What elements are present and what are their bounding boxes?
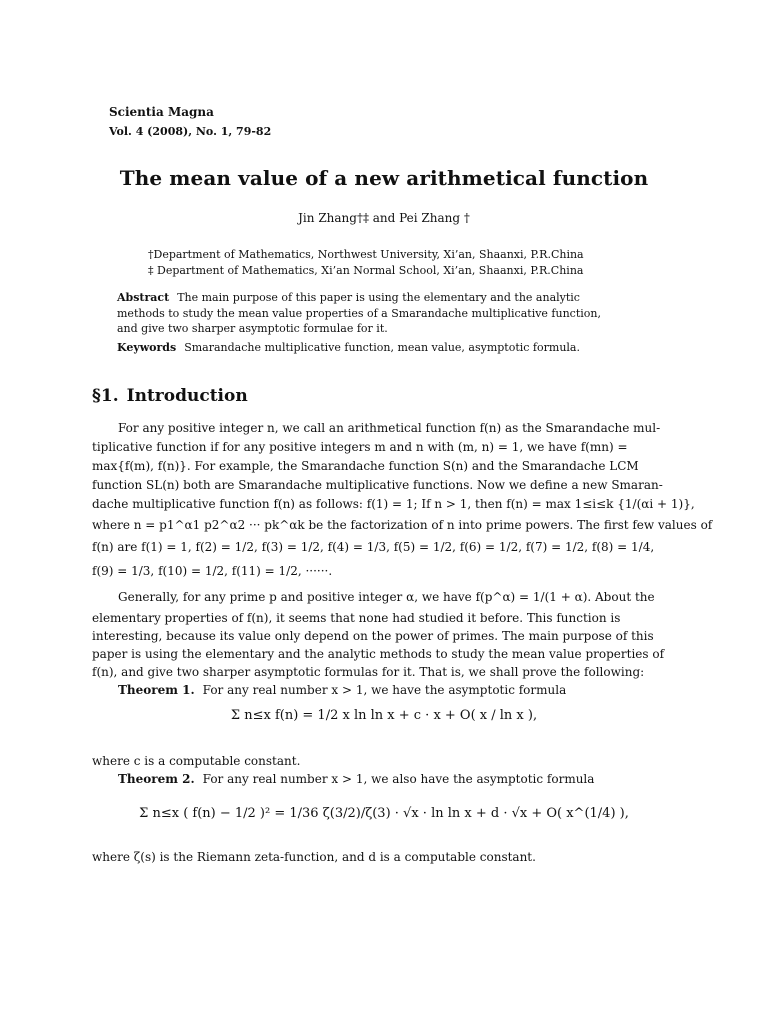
journal-volume: Vol. 4 (2008), No. 1, 79-82 [109,125,272,138]
keywords-text: Smarandache multiplicative function, mean value, asymptotic formula. [184,341,580,354]
theorem-1-after: where c is a computable constant. [92,754,301,768]
section-heading [92,386,248,406]
paper-authors: Jin Zhang†‡ and Pei Zhang † [298,211,470,225]
affiliation-2: ‡ Department of Mathematics, Xi’an Normal School, Xi’an, Shaanxi, P.R.China [148,264,584,277]
paper-title: The mean value of a new arithmetical function [119,166,649,190]
body-line-2: tiplicative function if for any positive integers m and n with (m, n) = 1, we have f(mn) = [92,440,628,454]
theorem-1 [118,683,566,697]
section-number: §1. [92,386,119,406]
abstract-label: Abstract [117,291,170,304]
abstract-text: The main purpose of this paper is using the elementary and the analytic methods to study the mean value properties of a Smarandache multiplicative function, and give two sharper asymptotic formulae for it. [117,291,601,335]
body-line-13: f(n), and give two sharper asymptotic formulas for it. That is, we shall prove the following: [92,665,645,679]
section-title: Introduction [126,386,248,406]
affiliation-1: †Department of Mathematics, Northwest University, Xi’an, Shaanxi, P.R.China [148,248,584,261]
theorem-2-after: where ζ(s) is the Riemann zeta-function, and d is a computable constant. [92,850,536,864]
body-line-1: For any positive integer n, we call an arithmetical function f(n) as the Smarandache mul- [118,421,661,435]
theorem-2-label: Theorem 2. [118,772,195,786]
journal-name: Scientia Magna [109,105,214,119]
theorem-1-formula: Σ n≤x f(n) = 1/2 x ln ln x + c · x + O( x / ln x ), [230,708,538,723]
body-line-3: max{f(m), f(n)}. For example, the Smarandache function S(n) and the Smarandache LCM [92,459,639,473]
body-line-8: f(9) = 1/3, f(10) = 1/2, f(11) = 1/2, ······. [92,564,333,578]
body-line-12: paper is using the elementary and the analytic methods to study the mean value properties of [92,647,665,661]
theorem-1-text: For any real number x > 1, we have the asymptotic formula [202,683,567,697]
theorem-2 [118,772,594,786]
theorem-2-formula: Σ n≤x ( f(n) − 1/2 )² = 1/36 ζ(3/2)/ζ(3) · √x · ln ln x + d · √x + O( x^(1/4) ), [139,806,629,821]
keywords-label: Keywords [117,341,177,354]
keywords [117,341,617,354]
body-line-7: f(n) are f(1) = 1, f(2) = 1/2, f(3) = 1/2, f(4) = 1/3, f(5) = 1/2, f(6) = 1/2, f(7) = 1/2, f(8) = 1/4, [92,540,655,554]
body-line-5: dache multiplicative function f(n) as follows: f(1) = 1; If n > 1, then f(n) = max 1≤i≤k {1/(αi + 1)}, [92,497,695,511]
body-line-6: where n = p1^α1 p2^α2 ··· pk^αk be the factorization of n into prime powers. The first few values of [92,518,713,532]
body-line-11: interesting, because its value only depend on the power of primes. The main purpose of this [92,629,654,643]
theorem-1-label: Theorem 1. [118,683,195,697]
body-line-9: Generally, for any prime p and positive integer α, we have f(p^α) = 1/(1 + α). About the [118,590,655,604]
theorem-2-text: For any real number x > 1, we also have the asymptotic formula [202,772,595,786]
body-line-10: elementary properties of f(n), it seems that none had studied it before. This function is [92,611,621,625]
abstract [117,290,607,337]
body-line-4: function SL(n) both are Smarandache multiplicative functions. Now we define a new Smaran- [92,478,663,492]
